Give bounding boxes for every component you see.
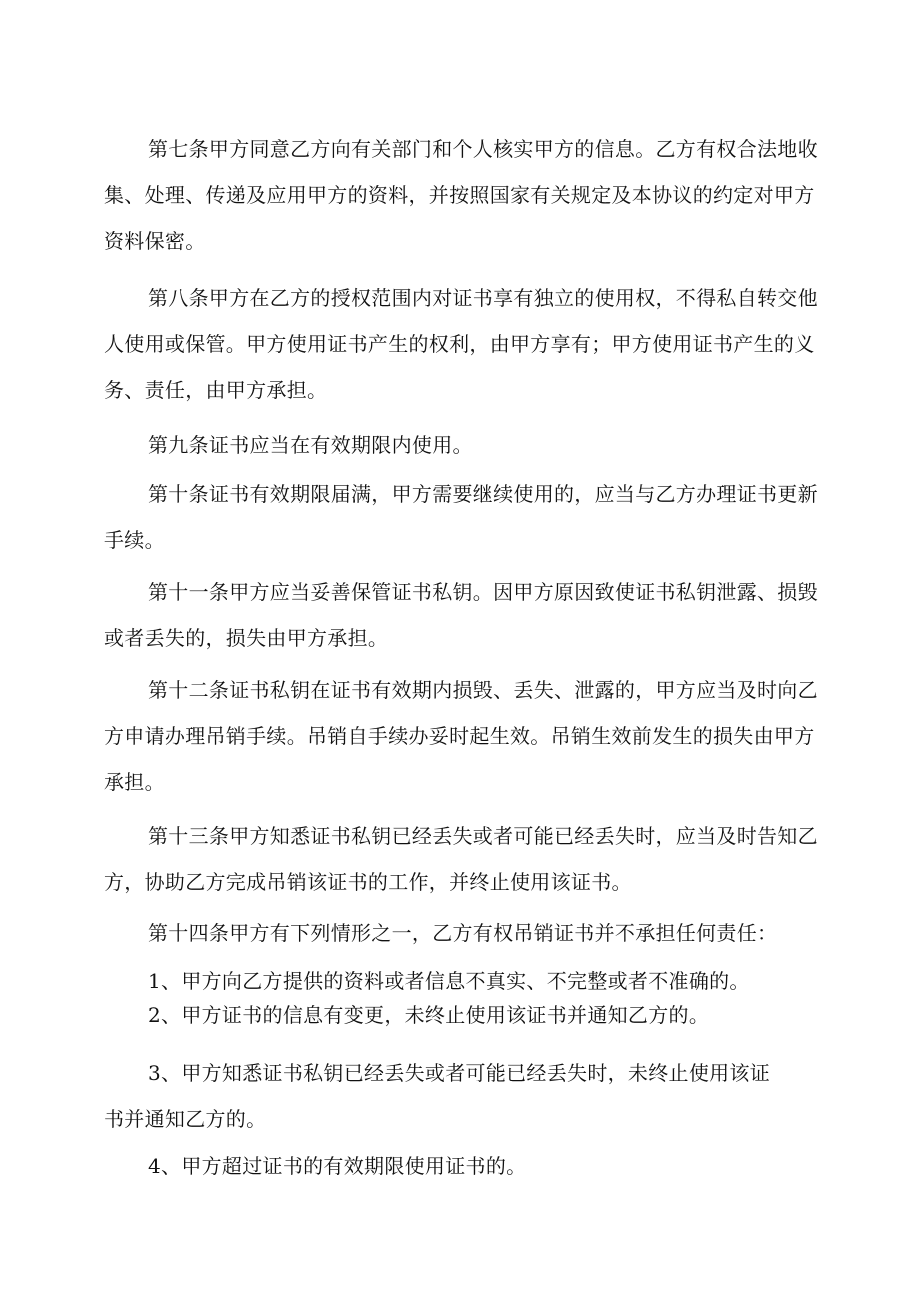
article-8-line-3: 务、责任，由甲方承担。 xyxy=(104,378,328,402)
article-11-line-1: 第十一条甲方应当妥善保管证书私钥。因甲方原因致使证书私钥泄露、损毁 xyxy=(148,580,818,604)
items-1-2-block xyxy=(104,964,820,1032)
item-3-line-2: 书并通知乙方的。 xyxy=(104,1107,267,1131)
item-4-line-1: 4、甲方超过证书的有效期限使用证书的。 xyxy=(148,1154,527,1178)
item-3-line-1: 3、甲方知悉证书私钥已经丢失或者可能已经丢失时，未终止使用该证 xyxy=(148,1061,771,1085)
item-2-line-1: 2、甲方证书的信息有变更，未终止使用该证书并通知乙方的。 xyxy=(148,1003,710,1027)
article-14-paragraph xyxy=(104,910,820,956)
article-8-paragraph xyxy=(104,275,820,413)
article-10-line-1: 第十条证书有效期限届满，甲方需要继续使用的，应当与乙方办理证书更新 xyxy=(148,482,818,506)
article-9-paragraph xyxy=(104,422,820,468)
article-11-line-2: 或者丢失的，损失由甲方承担。 xyxy=(104,626,389,650)
article-10-paragraph xyxy=(104,471,820,563)
article-11-paragraph xyxy=(104,569,820,661)
article-9-line-1: 第九条证书应当在有效期限内使用。 xyxy=(148,433,473,457)
article-12-line-3: 承担。 xyxy=(104,770,165,794)
item-4-paragraph xyxy=(104,1143,820,1189)
item-3-paragraph xyxy=(104,1050,820,1142)
article-13-line-2: 方，协助乙方完成吊销该证书的工作，并终止使用该证书。 xyxy=(104,870,632,894)
article-10-line-2: 手续。 xyxy=(104,528,165,552)
article-8-line-2: 人使用或保管。甲方使用证书产生的权利，由甲方享有；甲方使用证书产生的义 xyxy=(104,332,815,356)
article-12-line-1: 第十二条证书私钥在证书有效期内损毁、丢失、泄露的，甲方应当及时向乙 xyxy=(148,678,818,702)
article-12-line-2: 方申请办理吊销手续。吊销自手续办妥时起生效。吊销生效前发生的损失由甲方 xyxy=(104,724,815,748)
article-7-line-1: 第七条甲方同意乙方向有关部门和个人核实甲方的信息。乙方有权合法地收 xyxy=(148,137,818,161)
article-13-line-1: 第十三条甲方知悉证书私钥已经丢失或者可能已经丢失时，应当及时告知乙 xyxy=(148,824,818,848)
article-12-paragraph xyxy=(104,667,820,805)
article-13-paragraph xyxy=(104,813,820,905)
article-8-line-1: 第八条甲方在乙方的授权范围内对证书享有独立的使用权，不得私自转交他 xyxy=(148,286,818,310)
item-1-line-1: 1、甲方向乙方提供的资料或者信息不真实、不完整或者不准确的。 xyxy=(148,969,750,993)
article-7-paragraph xyxy=(104,126,820,264)
article-7-line-3: 资料保密。 xyxy=(104,229,206,253)
article-7-line-2: 集、处理、传递及应用甲方的资料，并按照国家有关规定及本协议的约定对甲方 xyxy=(104,183,815,207)
article-14-line-1: 第十四条甲方有下列情形之一，乙方有权吊销证书并不承担任何责任： xyxy=(148,921,778,945)
